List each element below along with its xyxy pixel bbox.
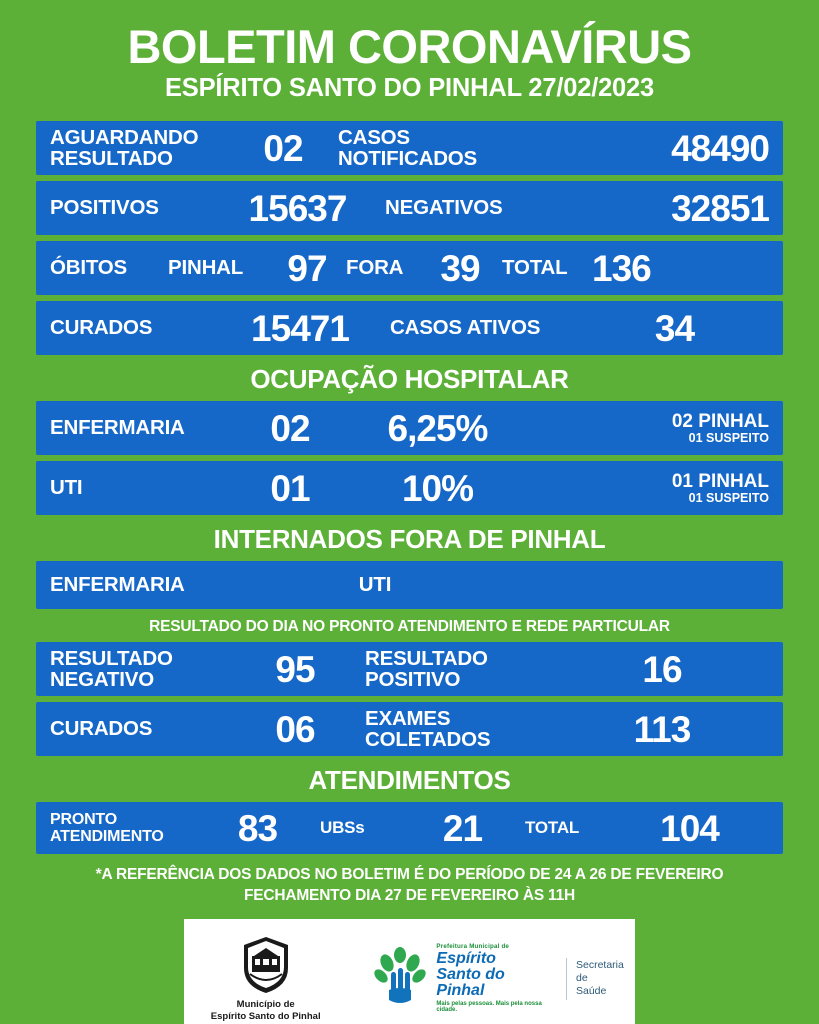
footnote <box>36 865 783 907</box>
enfermaria-origem-value: 02 PINHAL <box>671 411 769 433</box>
row-aguardando-casos <box>36 121 783 175</box>
resultado-positivo-label: RESULTADO POSITIVO <box>365 646 488 692</box>
header <box>36 0 783 105</box>
uti-suspeito-value: 01 SUSPEITO <box>688 490 769 505</box>
uti-leitos-value: 01 <box>270 467 310 509</box>
coat-of-arms-icon <box>238 934 294 996</box>
enfermaria-origem-group <box>530 412 769 444</box>
casos-notificados-value: 48490 <box>671 127 769 169</box>
resultado-positivo-value: 16 <box>642 648 682 690</box>
row-curados-ativos <box>36 301 783 355</box>
row-curados-exames <box>36 702 783 756</box>
uti-origem-group <box>530 472 769 504</box>
pronto-atendimento-label: PRONTO ATENDIMENTO <box>50 810 164 846</box>
obitos-pinhal-label: PINHAL <box>168 256 244 280</box>
ubs-label: UBSs <box>320 818 365 838</box>
positivos-label: POSITIVOS <box>50 196 159 220</box>
secretaria-text <box>576 959 635 998</box>
internados-fora-title: INTERNADOS FORA DE PINHAL <box>213 524 606 555</box>
negativos-label: NEGATIVOS <box>385 196 503 220</box>
atendimentos-total-value: 104 <box>660 807 719 849</box>
curados-label: CURADOS <box>50 316 153 340</box>
row-obitos <box>36 241 783 295</box>
resultado-negativo-label: RESULTADO NEGATIVO <box>50 646 173 692</box>
atendimentos-title: ATENDIMENTOS <box>308 765 511 796</box>
enfermaria-label: ENFERMARIA <box>50 416 185 440</box>
municipio-logo-text <box>211 999 321 1023</box>
footnote-line-1: *A REFERÊNCIA DOS DADOS NO BOLETIM É DO PERÍODO DE 24 A 26 DE FEVEREIRO <box>95 866 724 884</box>
municipio-logo-group <box>184 934 347 1023</box>
aguardando-resultado-value: 02 <box>263 127 303 169</box>
negativos-value: 32851 <box>671 187 769 229</box>
pa-curados-value: 06 <box>275 708 315 750</box>
row-atendimentos <box>36 802 783 854</box>
secretaria-line-1: Secretaria de <box>576 958 624 984</box>
obitos-label: ÓBITOS <box>50 256 128 280</box>
pronto-atendimento-note: RESULTADO DO DIA NO PRONTO ATENDIMENTO E REDE PARTICULAR <box>149 618 670 636</box>
prefeitura-logo-group <box>373 944 635 1012</box>
ubs-value: 21 <box>442 807 483 849</box>
prefeitura-name-3: Pinhal <box>436 981 485 999</box>
page-subtitle: ESPÍRITO SANTO DO PINHAL 27/02/2023 <box>164 74 655 103</box>
row-internados-fora <box>36 561 783 609</box>
row-positivos-negativos <box>36 181 783 235</box>
enfermaria-suspeito-value: 01 SUSPEITO <box>688 430 769 445</box>
footer-logos <box>184 919 635 1024</box>
ocupacao-hospitalar-title: OCUPAÇÃO HOSPITALAR <box>250 364 569 395</box>
casos-notificados-label: CASOS NOTIFICADOS <box>338 125 478 171</box>
row-uti-ocupacao <box>36 461 783 515</box>
prefeitura-name-2: Santo do <box>436 965 505 983</box>
prefeitura-slogan: Mais pelas pessoas. Mais pela nossa cidade. <box>436 1000 542 1013</box>
enfermaria-leitos-value: 02 <box>270 407 310 449</box>
exames-coletados-value: 113 <box>633 708 691 750</box>
obitos-total-value: 136 <box>592 247 651 289</box>
internados-uti-label: UTI <box>358 573 392 597</box>
uti-label: UTI <box>50 476 83 500</box>
prefeitura-name-1: Espírito <box>436 949 496 967</box>
curados-value: 15471 <box>251 307 349 349</box>
municipio-line-1: Município de <box>236 999 295 1011</box>
casos-ativos-value: 34 <box>654 307 695 349</box>
municipio-line-2: Espírito Santo do Pinhal <box>210 1011 321 1023</box>
prefeitura-top-line: Prefeitura Municipal de <box>436 943 510 951</box>
secretaria-line-2: Saúde <box>576 985 607 998</box>
pa-curados-label: CURADOS <box>50 717 153 741</box>
resultado-negativo-value: 95 <box>275 648 315 690</box>
enfermaria-percent-value: 6,25% <box>387 407 488 449</box>
exames-coletados-label: EXAMES COLETADOS <box>365 706 491 752</box>
uti-origem-value: 01 PINHAL <box>671 471 769 493</box>
obitos-fora-value: 39 <box>440 247 480 289</box>
internados-enfermaria-label: ENFERMARIA <box>50 573 185 597</box>
footnote-line-2: FECHAMENTO DIA 27 DE FEVEREIRO ÀS 11H <box>243 887 576 905</box>
row-enfermaria-ocupacao <box>36 401 783 455</box>
prefeitura-logo-text <box>436 944 557 1012</box>
obitos-pinhal-value: 97 <box>287 247 327 289</box>
aguardando-resultado-label: AGUARDANDO RESULTADO <box>50 125 199 171</box>
casos-ativos-label: CASOS ATIVOS <box>390 316 541 340</box>
positivos-value: 15637 <box>248 187 347 229</box>
page-title: BOLETIM CORONAVÍRUS <box>127 20 692 73</box>
obitos-fora-label: FORA <box>346 256 404 280</box>
atendimentos-total-label: TOTAL <box>525 818 580 838</box>
row-resultado-dia <box>36 642 783 696</box>
tree-hand-icon <box>373 946 427 1012</box>
uti-percent-value: 10% <box>401 467 474 509</box>
obitos-total-label: TOTAL <box>502 256 568 280</box>
pronto-atendimento-value: 83 <box>237 807 278 849</box>
footer-divider <box>566 958 567 1000</box>
